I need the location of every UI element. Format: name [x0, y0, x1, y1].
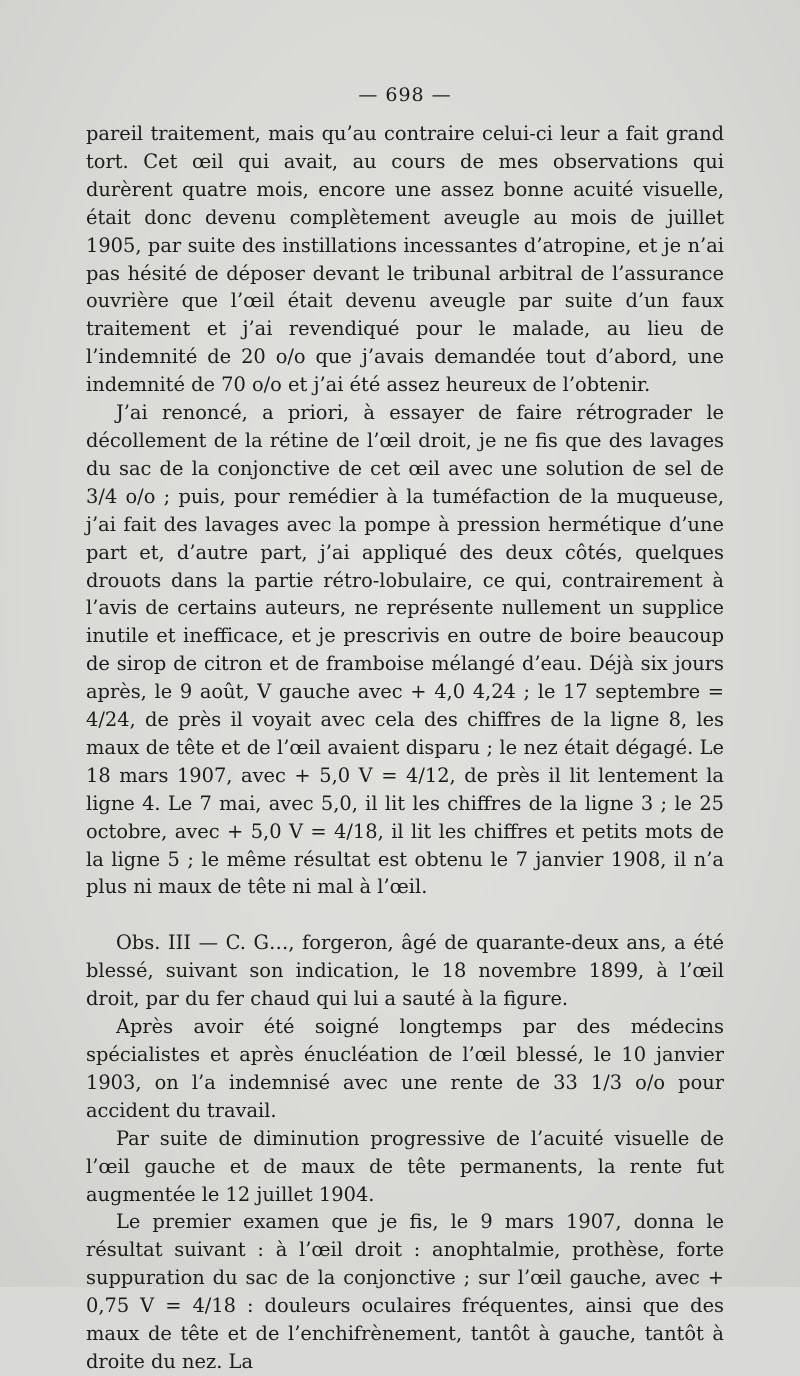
body-text: [86, 120, 724, 1376]
paragraph-6: Le premier examen que je fis, le 9 mars 1907, donna le résultat suivant : à l’œil droit : anophtalmie, prothèse, forte suppuration du sac de la conjonctive ; sur l’œil gauche, avec + 0,75 V = 4/18 : douleurs oculaires fréquentes, ainsi que des maux de tête et de l’enchifrènement, tantôt à gauche, tantôt à droite du nez. La: [86, 1210, 724, 1373]
paragraph-4: Après avoir été soigné longtemps par des médecins spécialistes et après énucléation de l’œil blessé, le 10 janvier 1903, on l’a indemnisé avec une rente de 33 1/3 o/o pour accident du travail.: [86, 1015, 724, 1122]
paragraph-1: pareil traitement, mais qu’au contraire celui-ci leur a fait grand tort. Cet œil qui avait, au cours de mes observations qui durèrent quatre mois, encore une assez bonne acuité visuelle, était donc devenu complètement aveugle au mois de juillet 1905, par suite des instillations incessantes d’atropine, et je n’ai pas hésité de déposer devant le tribunal arbitral de l’assurance ouvrière que l’œil était devenu aveugle par suite d’un faux traitement et j’ai revendiqué pour le malade, au lieu de l’indemnité de 20 o/o que j’avais demandée tout d’abord, une indemnité de 70 o/o et j’ai été assez heureux de l’obtenir.: [86, 122, 724, 397]
paragraph-5: Par suite de diminution progressive de l’acuité visuelle de l’œil gauche et de maux de tête permanents, la rente fut augmentée le 12 juillet 1904.: [86, 1126, 724, 1206]
page-number: — 698 —: [358, 84, 452, 106]
section-gap: [86, 901, 724, 929]
paragraph-2: J’ai renoncé, a priori, à essayer de faire rétrograder le décollement de la rétine de l’œil droit, je ne fis que des lavages du sac de la conjonctive de cet œil avec une solution de sel de 3/4 o/o ; puis, pour remédier à la tuméfaction de la muqueuse, j’ai fait des lavages avec la pompe à pression hermétique d’une part et, d’autre part, j’ai appliqué des deux côtés, quelques drouots dans la partie rétro-lobulaire, ce qui, contrairement à l’avis de certains auteurs, ne représente nullement un supplice inutile et inefficace, et je prescrivis en outre de boire beaucoup de sirop de citron et de framboise mélangé d’eau. Déjà six jours après, le 9 août, V gauche avec + 4,0 4,24 ; le 17 septembre = 4/24, de près il voyait avec cela des chiffres de la ligne 8, les maux de tête et de l’œil avaient disparu ; le nez était dégagé. Le 18 mars 1907, avec + 5,0 V = 4/12, de près il lit lentement la ligne 4. Le 7 mai, avec 5,0, il lit les chiffres de la ligne 3 ; le 25 octobre, avec + 5,0 V = 4/18, il lit les chiffres et petits mots de la ligne 5 ; le même résultat est obtenu le 7 janvier 1908, il n’a plus ni maux de tête ni mal à l’œil.: [86, 401, 724, 899]
paragraph-obs-3: Obs. III — C. G…, forgeron, âgé de quarante-deux ans, a été blessé, suivant son indication, le 18 novembre 1899, à l’œil droit, par du fer chaud qui lui a sauté à la figure.: [86, 931, 724, 1011]
